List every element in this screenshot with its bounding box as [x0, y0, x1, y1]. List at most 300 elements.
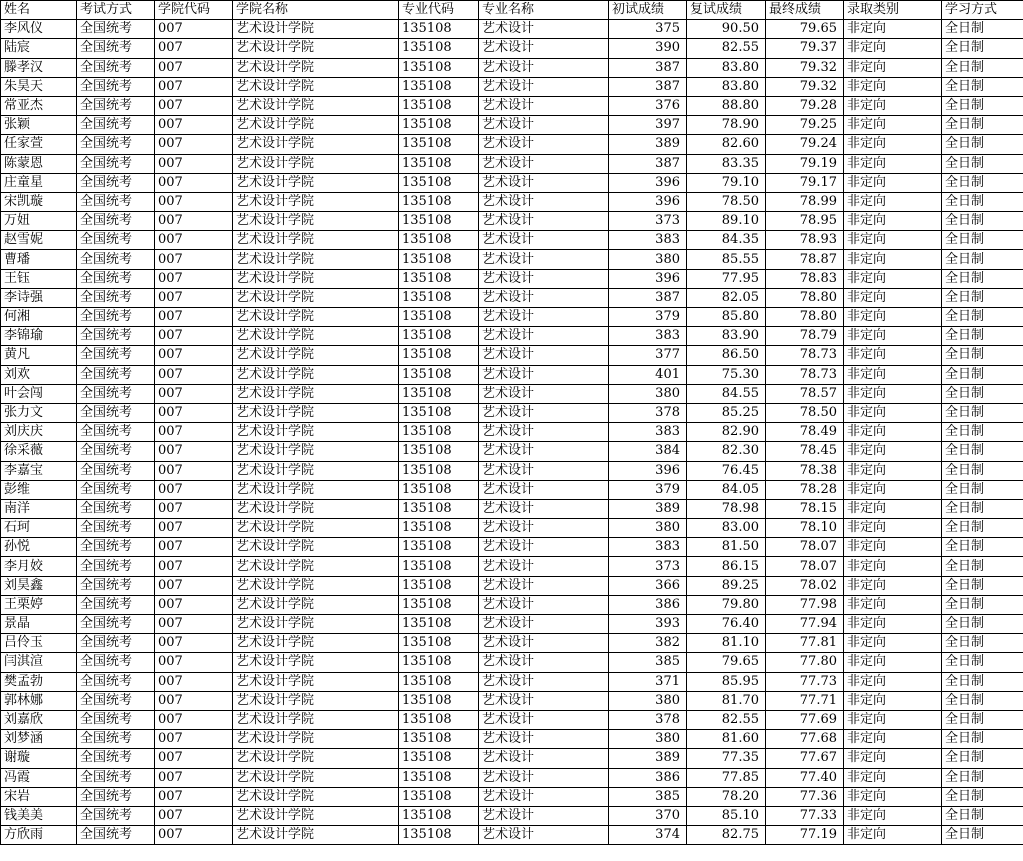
cell-admission-type: 非定向: [844, 173, 942, 192]
cell-prelim-score: 380: [609, 730, 687, 749]
cell-exam-type: 全国统考: [77, 231, 155, 250]
cell-prelim-score: 385: [609, 787, 687, 806]
cell-college-name: 艺术设计学院: [233, 480, 399, 499]
cell-name: 刘欢: [1, 365, 77, 384]
cell-exam-type: 全国统考: [77, 634, 155, 653]
cell-retest-score: 85.10: [687, 806, 766, 825]
cell-major-name: 艺术设计: [479, 173, 609, 192]
cell-college-name: 艺术设计学院: [233, 58, 399, 77]
cell-name: 刘梦涵: [1, 730, 77, 749]
cell-college-name: 艺术设计学院: [233, 519, 399, 538]
cell-major-code: 135108: [399, 212, 479, 231]
cell-study-mode: 全日制: [942, 480, 1023, 499]
cell-retest-score: 86.15: [687, 557, 766, 576]
cell-final-score: 78.50: [766, 403, 844, 422]
cell-major-name: 艺术设计: [479, 768, 609, 787]
cell-major-name: 艺术设计: [479, 231, 609, 250]
cell-exam-type: 全国统考: [77, 499, 155, 518]
cell-major-code: 135108: [399, 519, 479, 538]
cell-admission-type: 非定向: [844, 730, 942, 749]
cell-retest-score: 78.98: [687, 499, 766, 518]
header-major-name: 专业名称: [479, 1, 609, 20]
cell-exam-type: 全国统考: [77, 653, 155, 672]
cell-exam-type: 全国统考: [77, 308, 155, 327]
cell-study-mode: 全日制: [942, 806, 1023, 825]
cell-admission-type: 非定向: [844, 135, 942, 154]
cell-study-mode: 全日制: [942, 20, 1023, 39]
cell-admission-type: 非定向: [844, 442, 942, 461]
cell-final-score: 78.28: [766, 480, 844, 499]
cell-exam-type: 全国统考: [77, 787, 155, 806]
cell-final-score: 79.17: [766, 173, 844, 192]
cell-college-code: 007: [155, 519, 233, 538]
cell-name: 何湘: [1, 308, 77, 327]
cell-major-code: 135108: [399, 250, 479, 269]
cell-retest-score: 83.80: [687, 58, 766, 77]
cell-final-score: 77.33: [766, 806, 844, 825]
cell-admission-type: 非定向: [844, 403, 942, 422]
cell-name: 刘庆庆: [1, 423, 77, 442]
cell-college-name: 艺术设计学院: [233, 403, 399, 422]
cell-college-code: 007: [155, 135, 233, 154]
cell-retest-score: 88.80: [687, 96, 766, 115]
cell-exam-type: 全国统考: [77, 96, 155, 115]
cell-final-score: 79.28: [766, 96, 844, 115]
cell-major-name: 艺术设计: [479, 595, 609, 614]
cell-prelim-score: 396: [609, 461, 687, 480]
cell-name: 谢璇: [1, 749, 77, 768]
cell-college-name: 艺术设计学院: [233, 653, 399, 672]
cell-final-score: 78.07: [766, 557, 844, 576]
cell-name: 刘嘉欣: [1, 710, 77, 729]
cell-retest-score: 76.45: [687, 461, 766, 480]
cell-retest-score: 78.20: [687, 787, 766, 806]
cell-study-mode: 全日制: [942, 634, 1023, 653]
cell-admission-type: 非定向: [844, 787, 942, 806]
cell-college-code: 007: [155, 308, 233, 327]
cell-major-code: 135108: [399, 423, 479, 442]
cell-major-code: 135108: [399, 346, 479, 365]
cell-major-name: 艺术设计: [479, 346, 609, 365]
cell-final-score: 79.25: [766, 116, 844, 135]
cell-prelim-score: 397: [609, 116, 687, 135]
cell-exam-type: 全国统考: [77, 269, 155, 288]
cell-study-mode: 全日制: [942, 116, 1023, 135]
cell-prelim-score: 396: [609, 173, 687, 192]
cell-major-name: 艺术设计: [479, 806, 609, 825]
cell-college-name: 艺术设计学院: [233, 154, 399, 173]
cell-prelim-score: 383: [609, 538, 687, 557]
cell-retest-score: 77.85: [687, 768, 766, 787]
cell-retest-score: 77.35: [687, 749, 766, 768]
cell-admission-type: 非定向: [844, 77, 942, 96]
cell-final-score: 78.73: [766, 365, 844, 384]
table-row: [1, 557, 1023, 576]
cell-retest-score: 81.70: [687, 691, 766, 710]
cell-study-mode: 全日制: [942, 538, 1023, 557]
cell-college-name: 艺术设计学院: [233, 595, 399, 614]
cell-name: 张颖: [1, 116, 77, 135]
cell-major-code: 135108: [399, 365, 479, 384]
cell-name: 徐采薇: [1, 442, 77, 461]
cell-name: 李风仪: [1, 20, 77, 39]
cell-major-name: 艺术设计: [479, 384, 609, 403]
cell-college-code: 007: [155, 576, 233, 595]
cell-retest-score: 83.00: [687, 519, 766, 538]
cell-major-name: 艺术设计: [479, 442, 609, 461]
table-row: [1, 135, 1023, 154]
cell-exam-type: 全国统考: [77, 691, 155, 710]
cell-name: 李月姣: [1, 557, 77, 576]
cell-prelim-score: 382: [609, 634, 687, 653]
cell-exam-type: 全国统考: [77, 672, 155, 691]
cell-name: 石珂: [1, 519, 77, 538]
cell-college-code: 007: [155, 557, 233, 576]
cell-retest-score: 85.95: [687, 672, 766, 691]
cell-major-code: 135108: [399, 595, 479, 614]
cell-major-name: 艺术设计: [479, 672, 609, 691]
cell-major-code: 135108: [399, 499, 479, 518]
cell-college-name: 艺术设计学院: [233, 768, 399, 787]
cell-retest-score: 75.30: [687, 365, 766, 384]
cell-major-name: 艺术设计: [479, 116, 609, 135]
table-row: [1, 365, 1023, 384]
cell-prelim-score: 373: [609, 212, 687, 231]
cell-college-name: 艺术设计学院: [233, 442, 399, 461]
table-row: [1, 806, 1023, 825]
cell-college-name: 艺术设计学院: [233, 269, 399, 288]
cell-major-name: 艺术设计: [479, 154, 609, 173]
cell-exam-type: 全国统考: [77, 384, 155, 403]
cell-exam-type: 全国统考: [77, 20, 155, 39]
cell-final-score: 78.38: [766, 461, 844, 480]
header-college-name: 学院名称: [233, 1, 399, 20]
cell-college-name: 艺术设计学院: [233, 365, 399, 384]
cell-college-name: 艺术设计学院: [233, 231, 399, 250]
cell-name: 曹璠: [1, 250, 77, 269]
cell-college-code: 007: [155, 154, 233, 173]
cell-major-name: 艺术设计: [479, 77, 609, 96]
cell-major-code: 135108: [399, 787, 479, 806]
cell-college-name: 艺术设计学院: [233, 96, 399, 115]
cell-retest-score: 84.55: [687, 384, 766, 403]
cell-exam-type: 全国统考: [77, 403, 155, 422]
cell-college-code: 007: [155, 653, 233, 672]
cell-major-code: 135108: [399, 672, 479, 691]
table-row: [1, 403, 1023, 422]
cell-study-mode: 全日制: [942, 749, 1023, 768]
cell-major-name: 艺术设计: [479, 519, 609, 538]
header-final-score: 最终成绩: [766, 1, 844, 20]
table-row: [1, 672, 1023, 691]
cell-admission-type: 非定向: [844, 192, 942, 211]
cell-exam-type: 全国统考: [77, 461, 155, 480]
cell-major-code: 135108: [399, 288, 479, 307]
cell-admission-type: 非定向: [844, 384, 942, 403]
cell-college-name: 艺术设计学院: [233, 806, 399, 825]
cell-retest-score: 82.05: [687, 288, 766, 307]
cell-retest-score: 89.25: [687, 576, 766, 595]
cell-college-name: 艺术设计学院: [233, 288, 399, 307]
cell-major-code: 135108: [399, 308, 479, 327]
cell-college-name: 艺术设计学院: [233, 749, 399, 768]
cell-study-mode: 全日制: [942, 826, 1023, 845]
cell-final-score: 78.93: [766, 231, 844, 250]
cell-prelim-score: 378: [609, 710, 687, 729]
cell-final-score: 77.98: [766, 595, 844, 614]
cell-study-mode: 全日制: [942, 212, 1023, 231]
cell-major-code: 135108: [399, 768, 479, 787]
cell-name: 彭维: [1, 480, 77, 499]
cell-college-code: 007: [155, 442, 233, 461]
cell-name: 叶会闯: [1, 384, 77, 403]
cell-name: 宋岩: [1, 787, 77, 806]
cell-final-score: 78.49: [766, 423, 844, 442]
cell-study-mode: 全日制: [942, 576, 1023, 595]
cell-study-mode: 全日制: [942, 346, 1023, 365]
cell-prelim-score: 387: [609, 154, 687, 173]
cell-major-name: 艺术设计: [479, 423, 609, 442]
cell-study-mode: 全日制: [942, 403, 1023, 422]
cell-college-code: 007: [155, 365, 233, 384]
cell-prelim-score: 386: [609, 595, 687, 614]
cell-major-name: 艺术设计: [479, 480, 609, 499]
cell-name: 李诗强: [1, 288, 77, 307]
cell-college-name: 艺术设计学院: [233, 499, 399, 518]
cell-retest-score: 82.30: [687, 442, 766, 461]
cell-retest-score: 79.10: [687, 173, 766, 192]
cell-college-name: 艺术设计学院: [233, 173, 399, 192]
cell-name: 李嘉宝: [1, 461, 77, 480]
cell-retest-score: 81.60: [687, 730, 766, 749]
table-row: [1, 538, 1023, 557]
table-row: [1, 173, 1023, 192]
header-study-mode: 学习方式: [942, 1, 1023, 20]
header-name: 姓名: [1, 1, 77, 20]
cell-study-mode: 全日制: [942, 672, 1023, 691]
cell-major-code: 135108: [399, 384, 479, 403]
cell-name: 陈蒙恩: [1, 154, 77, 173]
cell-prelim-score: 380: [609, 250, 687, 269]
cell-major-name: 艺术设计: [479, 557, 609, 576]
cell-name: 任家萱: [1, 135, 77, 154]
cell-study-mode: 全日制: [942, 96, 1023, 115]
cell-prelim-score: 380: [609, 384, 687, 403]
cell-exam-type: 全国统考: [77, 77, 155, 96]
cell-major-name: 艺术设计: [479, 327, 609, 346]
cell-retest-score: 83.35: [687, 154, 766, 173]
cell-admission-type: 非定向: [844, 576, 942, 595]
cell-retest-score: 82.55: [687, 710, 766, 729]
cell-major-code: 135108: [399, 58, 479, 77]
cell-college-code: 007: [155, 710, 233, 729]
cell-final-score: 78.79: [766, 327, 844, 346]
cell-study-mode: 全日制: [942, 499, 1023, 518]
table-row: [1, 192, 1023, 211]
cell-study-mode: 全日制: [942, 173, 1023, 192]
cell-study-mode: 全日制: [942, 269, 1023, 288]
cell-final-score: 79.24: [766, 135, 844, 154]
cell-exam-type: 全国统考: [77, 423, 155, 442]
cell-prelim-score: 370: [609, 806, 687, 825]
cell-major-code: 135108: [399, 710, 479, 729]
header-retest-score: 复试成绩: [687, 1, 766, 20]
cell-college-code: 007: [155, 787, 233, 806]
cell-name: 宋凯璇: [1, 192, 77, 211]
cell-final-score: 78.99: [766, 192, 844, 211]
cell-name: 朱昊天: [1, 77, 77, 96]
cell-study-mode: 全日制: [942, 461, 1023, 480]
cell-exam-type: 全国统考: [77, 39, 155, 58]
cell-prelim-score: 384: [609, 442, 687, 461]
cell-college-code: 007: [155, 250, 233, 269]
cell-retest-score: 81.10: [687, 634, 766, 653]
cell-prelim-score: 383: [609, 231, 687, 250]
cell-exam-type: 全国统考: [77, 576, 155, 595]
cell-name: 南洋: [1, 499, 77, 518]
cell-admission-type: 非定向: [844, 116, 942, 135]
cell-prelim-score: 390: [609, 39, 687, 58]
cell-final-score: 77.73: [766, 672, 844, 691]
cell-prelim-score: 380: [609, 519, 687, 538]
cell-college-name: 艺术设计学院: [233, 826, 399, 845]
cell-admission-type: 非定向: [844, 327, 942, 346]
cell-study-mode: 全日制: [942, 77, 1023, 96]
cell-college-code: 007: [155, 806, 233, 825]
cell-final-score: 77.40: [766, 768, 844, 787]
cell-major-code: 135108: [399, 192, 479, 211]
cell-major-name: 艺术设计: [479, 269, 609, 288]
cell-retest-score: 86.50: [687, 346, 766, 365]
cell-admission-type: 非定向: [844, 499, 942, 518]
cell-major-code: 135108: [399, 442, 479, 461]
cell-retest-score: 85.55: [687, 250, 766, 269]
cell-exam-type: 全国统考: [77, 768, 155, 787]
cell-college-name: 艺术设计学院: [233, 250, 399, 269]
cell-prelim-score: 380: [609, 691, 687, 710]
cell-major-code: 135108: [399, 806, 479, 825]
cell-study-mode: 全日制: [942, 442, 1023, 461]
cell-retest-score: 85.25: [687, 403, 766, 422]
cell-retest-score: 79.65: [687, 653, 766, 672]
cell-college-code: 007: [155, 20, 233, 39]
cell-retest-score: 78.90: [687, 116, 766, 135]
table-row: [1, 710, 1023, 729]
cell-final-score: 79.19: [766, 154, 844, 173]
table-row: [1, 826, 1023, 845]
cell-admission-type: 非定向: [844, 826, 942, 845]
cell-major-name: 艺术设计: [479, 20, 609, 39]
cell-college-name: 艺术设计学院: [233, 538, 399, 557]
cell-exam-type: 全国统考: [77, 212, 155, 231]
cell-name: 王栗婷: [1, 595, 77, 614]
cell-final-score: 78.45: [766, 442, 844, 461]
cell-study-mode: 全日制: [942, 288, 1023, 307]
cell-study-mode: 全日制: [942, 730, 1023, 749]
cell-admission-type: 非定向: [844, 39, 942, 58]
cell-final-score: 78.80: [766, 308, 844, 327]
table-row: [1, 499, 1023, 518]
cell-exam-type: 全国统考: [77, 154, 155, 173]
cell-final-score: 79.32: [766, 77, 844, 96]
cell-final-score: 79.65: [766, 20, 844, 39]
cell-admission-type: 非定向: [844, 461, 942, 480]
cell-name: 万妞: [1, 212, 77, 231]
cell-exam-type: 全国统考: [77, 58, 155, 77]
cell-major-name: 艺术设计: [479, 250, 609, 269]
cell-study-mode: 全日制: [942, 250, 1023, 269]
cell-college-name: 艺术设计学院: [233, 327, 399, 346]
cell-study-mode: 全日制: [942, 653, 1023, 672]
cell-prelim-score: 373: [609, 557, 687, 576]
cell-major-code: 135108: [399, 730, 479, 749]
cell-name: 樊孟勃: [1, 672, 77, 691]
cell-admission-type: 非定向: [844, 231, 942, 250]
cell-college-code: 007: [155, 499, 233, 518]
cell-major-name: 艺术设计: [479, 499, 609, 518]
cell-college-code: 007: [155, 39, 233, 58]
cell-exam-type: 全国统考: [77, 365, 155, 384]
cell-final-score: 77.19: [766, 826, 844, 845]
cell-college-code: 007: [155, 192, 233, 211]
table-row: [1, 20, 1023, 39]
cell-prelim-score: 389: [609, 499, 687, 518]
cell-name: 黄凡: [1, 346, 77, 365]
cell-admission-type: 非定向: [844, 691, 942, 710]
cell-final-score: 77.80: [766, 653, 844, 672]
cell-major-code: 135108: [399, 826, 479, 845]
table-row: [1, 346, 1023, 365]
cell-college-name: 艺术设计学院: [233, 39, 399, 58]
table-row: [1, 749, 1023, 768]
cell-name: 冯霞: [1, 768, 77, 787]
cell-study-mode: 全日制: [942, 231, 1023, 250]
cell-college-code: 007: [155, 538, 233, 557]
cell-retest-score: 78.50: [687, 192, 766, 211]
cell-final-score: 77.69: [766, 710, 844, 729]
cell-name: 李锦瑜: [1, 327, 77, 346]
cell-prelim-score: 386: [609, 768, 687, 787]
cell-exam-type: 全国统考: [77, 730, 155, 749]
cell-name: 吕伶玉: [1, 634, 77, 653]
cell-major-name: 艺术设计: [479, 730, 609, 749]
cell-prelim-score: 401: [609, 365, 687, 384]
cell-study-mode: 全日制: [942, 308, 1023, 327]
cell-major-name: 艺术设计: [479, 710, 609, 729]
cell-major-name: 艺术设计: [479, 288, 609, 307]
cell-college-code: 007: [155, 384, 233, 403]
cell-major-code: 135108: [399, 96, 479, 115]
cell-college-name: 艺术设计学院: [233, 730, 399, 749]
cell-final-score: 77.36: [766, 787, 844, 806]
cell-major-name: 艺术设计: [479, 576, 609, 595]
cell-admission-type: 非定向: [844, 20, 942, 39]
cell-major-name: 艺术设计: [479, 653, 609, 672]
cell-college-name: 艺术设计学院: [233, 557, 399, 576]
cell-exam-type: 全国统考: [77, 806, 155, 825]
cell-college-name: 艺术设计学院: [233, 691, 399, 710]
cell-major-name: 艺术设计: [479, 403, 609, 422]
cell-name: 陆宸: [1, 39, 77, 58]
cell-name: 滕孝汉: [1, 58, 77, 77]
cell-study-mode: 全日制: [942, 192, 1023, 211]
cell-admission-type: 非定向: [844, 288, 942, 307]
cell-admission-type: 非定向: [844, 250, 942, 269]
cell-college-code: 007: [155, 672, 233, 691]
cell-major-code: 135108: [399, 634, 479, 653]
table-row: [1, 96, 1023, 115]
cell-final-score: 79.37: [766, 39, 844, 58]
